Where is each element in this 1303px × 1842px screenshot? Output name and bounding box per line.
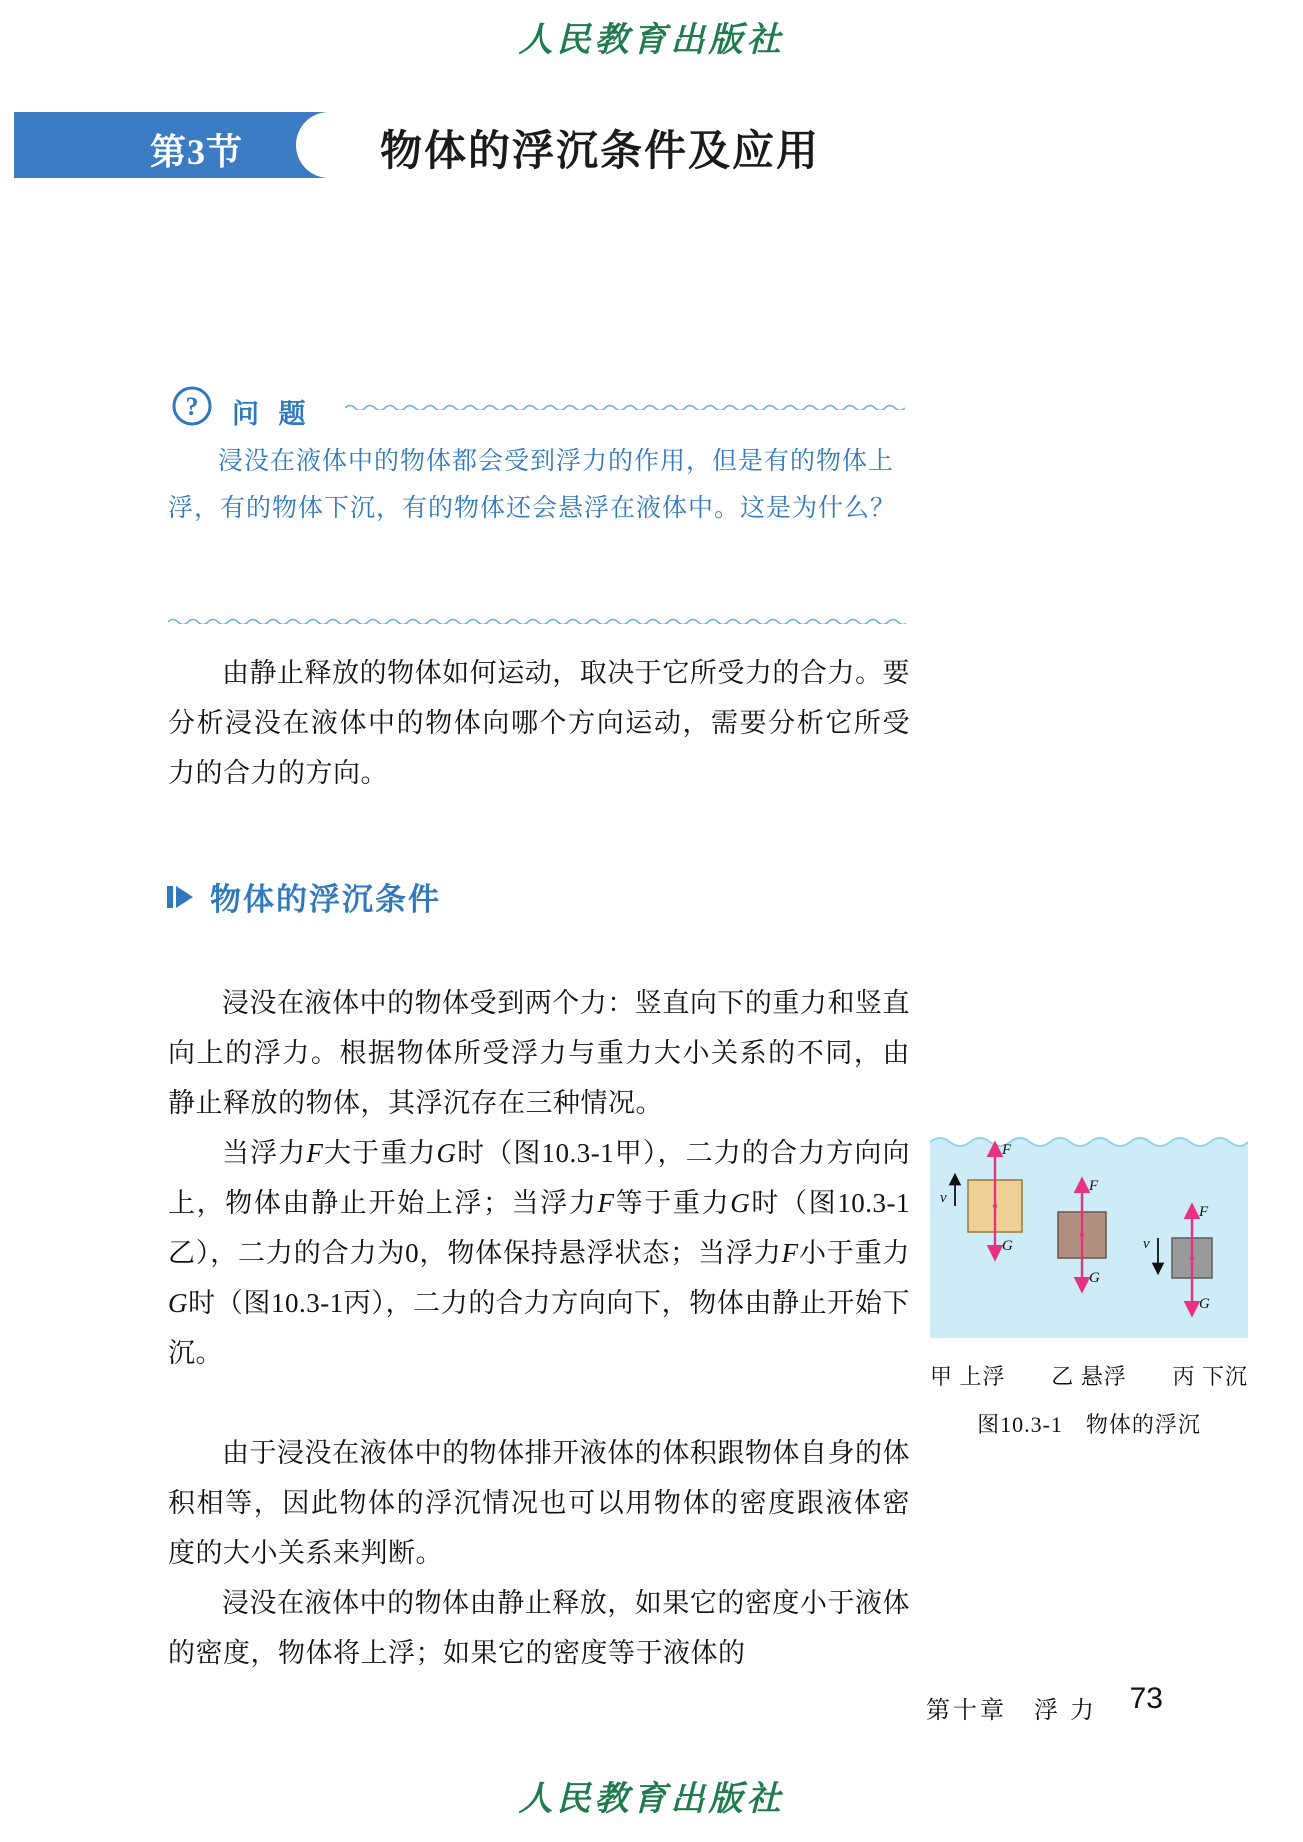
para-b-seg-4: 时（图10.3-1甲），二力的合力方向向上，物体由静止开始上浮；当浮力 (168, 1138, 911, 1218)
symbol-G-2: G (730, 1188, 751, 1218)
para-b-seg-10: 小于重力 (798, 1238, 911, 1268)
figure-subcaptions (930, 1360, 1248, 1391)
question-text: 浸没在液体中的物体都会受到浮力的作用，但是有的物体上浮，有的物体下沉，有的物体还会悬浮在液体中。这是为什么？ (168, 447, 897, 522)
footer-page-number: 73 (1129, 1682, 1163, 1715)
para-b-seg-12: 时（图10.3-1丙），二力的合力方向向下，物体由静止开始下沉。 (168, 1288, 910, 1368)
page-title: 物体的浮沉条件及应用 (380, 129, 821, 175)
question-label: 问 题 (232, 399, 312, 429)
wave-divider-top (345, 400, 905, 410)
para-b-seg-0: 当浮力 (222, 1138, 307, 1168)
svg-text:F: F (1002, 1142, 1012, 1158)
question-mark-icon (172, 386, 212, 426)
section-number: 第3节 (150, 132, 244, 172)
para-b-seg-8: 时（图10.3-1乙），二力的合力为0，物体保持悬浮状态；当浮力 (168, 1188, 911, 1268)
paragraph-b (168, 1128, 910, 1378)
symbol-F-3: F (781, 1238, 799, 1268)
svg-text:F: F (1199, 1204, 1209, 1220)
figure-caption: 图10.3-1 物体的浮沉 (977, 1412, 1201, 1437)
publisher-mark-top: 人民教育出版社 (518, 22, 785, 59)
symbol-F-2: F (597, 1188, 615, 1218)
publisher-mark-bottom: 人民教育出版社 (518, 1781, 785, 1818)
svg-text:G: G (1002, 1238, 1013, 1254)
figure-buoyancy-diagram (930, 1128, 1248, 1338)
footer-chapter: 第十章 浮 力 (926, 1698, 1097, 1724)
symbol-F-1: F (306, 1138, 324, 1168)
para-b-seg-6: 等于重力 (614, 1188, 731, 1218)
para-b-seg-2: 大于重力 (323, 1138, 437, 1168)
symbol-G-3: G (168, 1288, 188, 1318)
svg-text:v: v (940, 1190, 947, 1206)
triangle-marker-icon (166, 882, 196, 912)
svg-text:?: ? (185, 392, 199, 421)
svg-text:v: v (1143, 1236, 1150, 1252)
figure-subcaption-2: 乙 悬浮 (1051, 1364, 1127, 1389)
svg-text:G: G (1089, 1270, 1100, 1286)
figure-subcaption-1: 甲 上浮 (930, 1364, 1006, 1389)
wave-divider-bottom (168, 614, 906, 624)
intro-paragraph: 由静止释放的物体如何运动，取决于它所受力的合力。要分析浸没在液体中的物体向哪个方向运动，需要分析它所受力的合力的方向。 (168, 658, 910, 788)
figure-subcaption-3: 丙 下沉 (1172, 1364, 1248, 1389)
paragraph-d: 浸没在液体中的物体由静止释放，如果它的密度小于液体的密度，物体将上浮；如果它的密度等于液体的 (168, 1588, 910, 1668)
svg-text:F: F (1089, 1178, 1099, 1194)
paragraph-a: 浸没在液体中的物体受到两个力：竖直向下的重力和竖直向上的浮力。根据物体所受浮力与重力大小关系的不同，由静止释放的物体，其浮沉存在三种情况。 (168, 988, 910, 1118)
svg-text:G: G (1199, 1296, 1210, 1312)
subsection-heading: 物体的浮沉条件 (210, 882, 441, 917)
symbol-G-1: G (436, 1138, 457, 1168)
paragraph-c: 由于浸没在液体中的物体排开液体的体积跟物体自身的体积相等，因此物体的浮沉情况也可以用物体的密度跟液体密度的大小关系来判断。 (168, 1438, 910, 1568)
